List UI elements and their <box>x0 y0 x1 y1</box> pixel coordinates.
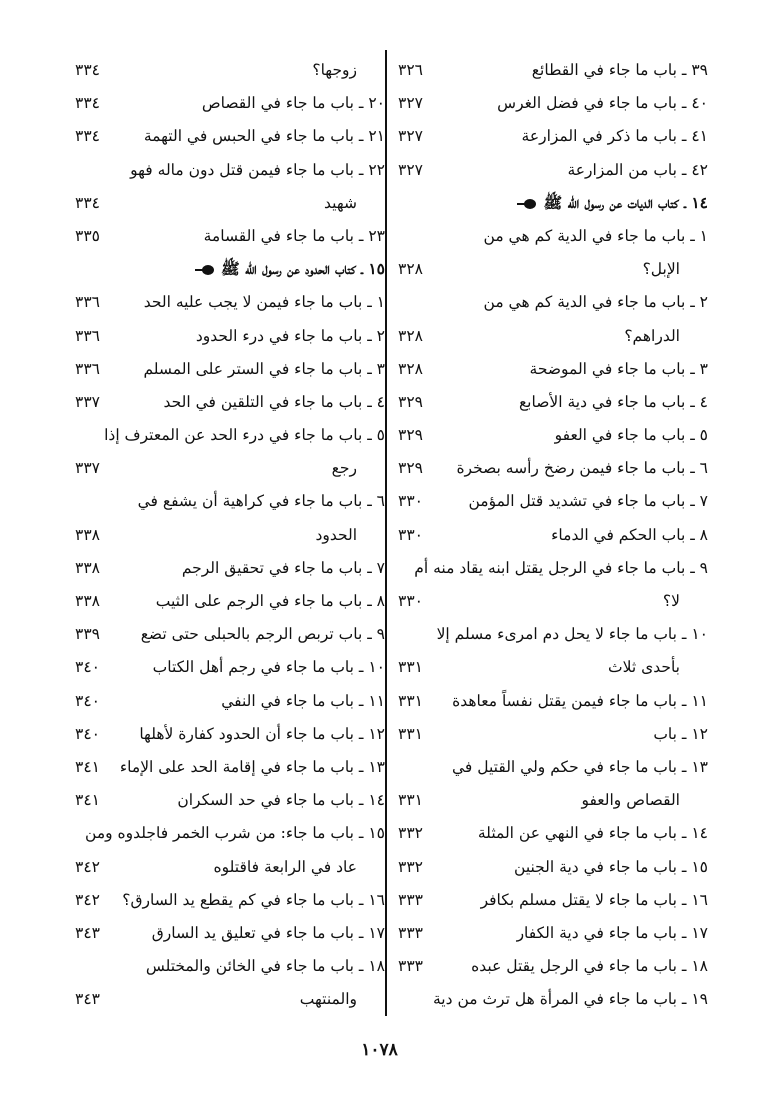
page-number-ref: ٣٣٧ <box>75 392 100 411</box>
page-number-ref: ٣٣٣ <box>398 957 423 976</box>
page-number-ref: ٣٤٢ <box>75 890 100 909</box>
page-number-ref: ٣٣٢ <box>398 824 423 843</box>
index-entry <box>398 122 708 155</box>
page-number-ref: ٣٢٩ <box>398 392 423 411</box>
page-number-ref: ٣٢٧ <box>398 127 423 146</box>
index-entry <box>398 355 708 388</box>
entry-title: شهيد <box>324 193 357 212</box>
page-number-ref: ٣٣٠ <box>398 492 423 511</box>
page-number-ref: ٣٤٢ <box>75 857 100 876</box>
index-entry <box>398 554 708 587</box>
pointing-hand-icon <box>195 264 215 274</box>
page-number-ref: ٣٣٢ <box>398 857 423 876</box>
entry-title: ٢٢ ـ باب ما جاء فيمن قتل دون ماله فهو <box>130 160 385 179</box>
index-entry <box>75 322 385 355</box>
entry-title: ١١ ـ باب ما جاء فيمن يقتل نفساً معاهدة <box>452 691 708 710</box>
page-number-ref: ٣٣١ <box>398 724 423 743</box>
entry-title: ١ ـ باب ما جاء في الدية كم هي من <box>483 226 708 245</box>
entry-title: ٢٣ ـ باب ما جاء في القسامة <box>203 226 385 245</box>
index-entry <box>398 919 708 952</box>
index-entry <box>398 620 708 653</box>
page-number: ١٠٧٨ <box>361 1040 398 1060</box>
entry-title: ٣ ـ باب ما جاء في الستر على المسلم <box>143 359 385 378</box>
page-number-ref: ٣٣٤ <box>75 193 100 212</box>
page-number-ref: ٣٤٣ <box>75 990 100 1009</box>
index-entry <box>75 355 385 388</box>
pointing-hand-icon <box>517 198 537 208</box>
index-entry <box>75 521 385 554</box>
entry-title: ١٢ ـ باب ما جاء أن الحدود كفارة لأهلها <box>139 724 385 743</box>
index-entry <box>75 786 385 819</box>
entry-title: ١٤ ـ باب ما جاء في النهي عن المثلة <box>477 824 708 843</box>
index-entry <box>398 322 708 355</box>
index-entry <box>398 853 708 886</box>
entry-title: الإبل؟ <box>642 260 680 279</box>
entry-title: ١٠ ـ باب ما جاء في رجم أهل الكتاب <box>152 658 385 677</box>
index-entry <box>75 620 385 653</box>
page-number-ref: ٣٢٨ <box>398 260 423 279</box>
entry-title: ١٥ ـ باب ما جاء: من شرب الخمر فاجلدوه ومن <box>85 824 385 843</box>
entry-title: ١٨ ـ باب ما جاء في الرجل يقتل عبده <box>471 957 708 976</box>
index-entry <box>75 122 385 155</box>
entry-title: والمنتهب <box>299 990 357 1009</box>
index-entry <box>398 985 708 1018</box>
index-entry <box>398 255 708 288</box>
entry-title: ١٧ ـ باب ما جاء في تعليق يد السارق <box>151 923 385 942</box>
entry-title: عاد في الرابعة فاقتلوه <box>213 857 357 876</box>
page-number-ref: ٣٣٠ <box>398 525 423 544</box>
index-entry <box>75 554 385 587</box>
entry-title: ٦ ـ باب ما جاء في كراهية أن يشفع في <box>137 492 385 511</box>
page-number-ref: ٣٤٠ <box>75 691 100 710</box>
page-number-ref: ٣٣٦ <box>75 293 100 312</box>
page-number-ref: ٣٤١ <box>75 791 100 810</box>
index-entry <box>75 156 385 189</box>
entry-title: ٧ ـ باب ما جاء في تحقيق الرجم <box>181 558 385 577</box>
entry-title: ٤ ـ باب ما جاء في التلقين في الحد <box>163 392 385 411</box>
index-entry <box>75 819 385 852</box>
index-entry <box>75 587 385 620</box>
index-entry <box>75 687 385 720</box>
entry-title: ١٥ ـ باب ما جاء في دية الجنين <box>514 857 708 876</box>
entry-title: ١٠ ـ باب ما جاء لا يحل دم امرىء مسلم إلا <box>436 625 708 644</box>
page-number-ref: ٣٣٤ <box>75 61 100 79</box>
entry-title: القصاص والعفو <box>581 791 680 810</box>
index-entry <box>75 222 385 255</box>
section-heading <box>398 189 708 222</box>
entry-title: رجع <box>331 459 357 478</box>
entry-title: ٣ ـ باب ما جاء في الموضحة <box>529 359 708 378</box>
left-column <box>75 56 385 1018</box>
index-entry <box>75 56 385 89</box>
index-entry <box>398 288 708 321</box>
index-entry <box>398 56 708 89</box>
entry-title: ٩ ـ باب تربص الرجم بالحبلى حتى تضع <box>140 625 385 644</box>
index-entry <box>75 720 385 753</box>
index-entry <box>75 421 385 454</box>
page-number-ref: ٣٤١ <box>75 757 100 776</box>
section-heading <box>75 255 385 288</box>
index-entry <box>75 388 385 421</box>
page-number-ref: ٣٤٣ <box>75 923 100 942</box>
page-number-ref: ٣٣٨ <box>75 592 100 610</box>
entry-title: ٨ ـ باب الحكم في الدماء <box>551 525 708 544</box>
page-number-ref: ٣٣٤ <box>75 94 100 113</box>
page-number-ref: ٣٣٣ <box>398 923 423 942</box>
page-number-ref: ٣٢٨ <box>398 359 423 378</box>
page-number-ref: ٣٢٩ <box>398 459 423 478</box>
index-entry <box>75 487 385 520</box>
entry-title: ٢٠ ـ باب ما جاء في القصاص <box>201 94 385 113</box>
index-entry <box>398 786 708 819</box>
entry-title: ٣٩ ـ باب ما جاء في القطائع <box>531 61 708 79</box>
index-entry <box>398 156 708 189</box>
page-number-ref: ٣٢٧ <box>398 94 423 113</box>
page-number-ref: ٣٣٤ <box>75 127 100 146</box>
entry-title: الحدود <box>315 525 357 544</box>
index-entry <box>75 89 385 122</box>
index-entry <box>398 886 708 919</box>
right-column <box>398 56 708 1018</box>
page-number-ref: ٣٣٦ <box>75 326 100 345</box>
index-entry <box>398 587 708 620</box>
entry-title: ٨ ـ باب ما جاء في الرجم على الثيب <box>155 592 385 610</box>
entry-title: ٢ ـ باب ما جاء في الدية كم هي من <box>483 293 708 312</box>
page-number-ref: ٣٣١ <box>398 691 423 710</box>
entry-title: ١٤ ـ باب ما جاء في حد السكران <box>177 791 385 810</box>
index-entry <box>398 753 708 786</box>
index-entry <box>75 454 385 487</box>
page-number-ref: ٣٣٥ <box>75 226 100 245</box>
index-entry <box>75 853 385 886</box>
index-entry <box>398 521 708 554</box>
index-entry <box>398 222 708 255</box>
entry-title: ٥ ـ باب ما جاء في درء الحد عن المعترف إذا <box>104 426 385 445</box>
entry-title: ١١ ـ باب ما جاء في النفي <box>221 691 385 710</box>
entry-title: ١٣ ـ باب ما جاء في إقامة الحد على الإماء <box>119 757 385 776</box>
entry-title: ٤٢ ـ باب من المزارعة <box>567 160 708 179</box>
page-number-ref: ٣٣١ <box>398 791 423 810</box>
entry-title: زوجها؟ <box>312 61 357 79</box>
page-number-ref: ٣٢٩ <box>398 426 423 445</box>
entry-title: ١٢ ـ باب <box>653 724 708 743</box>
page-number-ref: ٣٣٦ <box>75 359 100 378</box>
index-entry <box>75 653 385 686</box>
page-number-ref: ٣٣٩ <box>75 625 100 644</box>
index-entry <box>75 952 385 985</box>
page-number-ref: ٣٣٨ <box>75 558 100 577</box>
entry-title: ١٥ ـ كتاب الحدود عن رسول الله ﷺ <box>221 259 385 279</box>
index-entry <box>398 720 708 753</box>
index-entry <box>398 388 708 421</box>
page-number-ref: ٣٣٠ <box>398 592 423 610</box>
index-entry <box>75 189 385 222</box>
index-entry <box>398 421 708 454</box>
column-divider <box>385 50 387 1016</box>
page-number-ref: ٣٣١ <box>398 658 423 677</box>
entry-title: ١٦ ـ باب ما جاء في كم يقطع يد السارق؟ <box>122 890 385 909</box>
entry-title: ١٣ ـ باب ما جاء في حكم ولي القتيل في <box>452 757 708 776</box>
index-entry <box>398 653 708 686</box>
entry-title: ٥ ـ باب ما جاء في العفو <box>554 426 708 445</box>
entry-title: بأحدى ثلاث <box>608 658 680 677</box>
index-entry <box>398 487 708 520</box>
entry-title: ٦ ـ باب ما جاء فيمن رضخ رأسه بصخرة <box>456 459 708 478</box>
index-entry <box>75 288 385 321</box>
page-number-ref: ٣٤٠ <box>75 658 100 677</box>
page-number-ref: ٣٢٧ <box>398 160 423 179</box>
entry-title: ١ ـ باب ما جاء فيمن لا يجب عليه الحد <box>143 293 385 312</box>
entry-title: ١٩ ـ باب ما جاء في المرأة هل ترث من دية <box>432 990 708 1009</box>
page-number-ref: ٣٣٣ <box>398 890 423 909</box>
page-number-ref: ٣٣٧ <box>75 459 100 478</box>
index-entry <box>75 985 385 1018</box>
index-entry <box>398 454 708 487</box>
page-number-ref: ٣٢٦ <box>398 61 423 79</box>
page-number-ref: ٣٢٨ <box>398 326 423 345</box>
entry-title: ٢١ ـ باب ما جاء في الحبس في التهمة <box>143 127 385 146</box>
entry-title: ١٨ ـ باب ما جاء في الخائن والمختلس <box>145 957 385 976</box>
index-entry <box>75 753 385 786</box>
page-number-ref: ٣٤٠ <box>75 724 100 743</box>
entry-title: ٤٠ ـ باب ما جاء في فضل الغرس <box>497 94 708 113</box>
entry-title: ١٦ ـ باب ما جاء لا يقتل مسلم بكافر <box>480 890 708 909</box>
entry-title: ٧ ـ باب ما جاء في تشديد قتل المؤمن <box>468 492 708 511</box>
index-entry <box>398 952 708 985</box>
entry-title: ١٤ ـ كتاب الديات عن رسول الله ﷺ <box>543 192 708 212</box>
index-entry <box>398 687 708 720</box>
index-entry <box>398 89 708 122</box>
entry-title: ١٧ ـ باب ما جاء في دية الكفار <box>516 923 708 942</box>
index-entry <box>75 886 385 919</box>
entry-title: لا؟ <box>662 592 680 610</box>
entry-title: ٤١ ـ باب ما ذكر في المزارعة <box>521 127 708 146</box>
entry-title: ٩ ـ باب ما جاء في الرجل يقتل ابنه يقاد منه أم <box>414 558 708 577</box>
page-number-ref: ٣٣٨ <box>75 525 100 544</box>
entry-title: ٤ ـ باب ما جاء في دية الأصابع <box>518 392 708 411</box>
index-entry <box>75 919 385 952</box>
index-entry <box>398 819 708 852</box>
entry-title: ٢ ـ باب ما جاء في درء الحدود <box>195 326 385 345</box>
entry-title: الدراهم؟ <box>624 326 680 345</box>
